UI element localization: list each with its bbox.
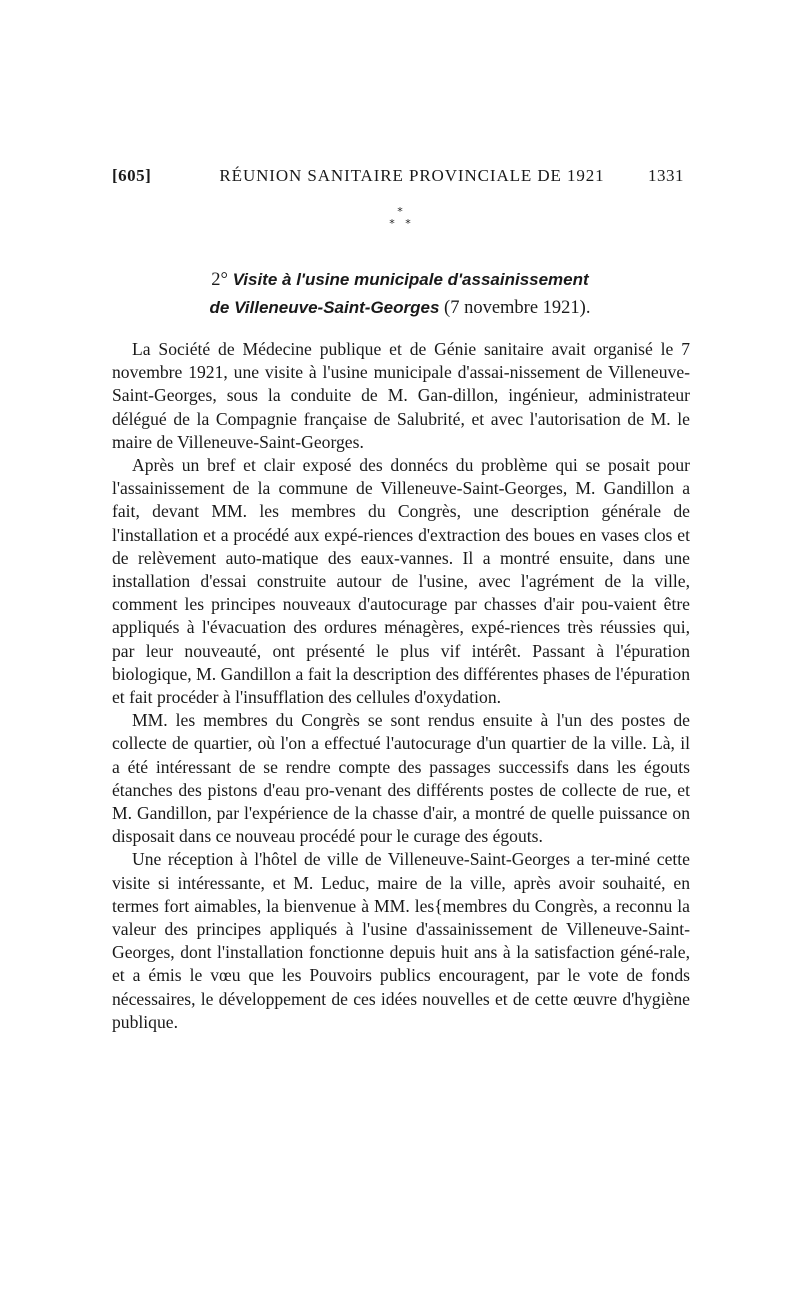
running-header	[112, 166, 684, 190]
paragraph-2: Après un bref et clair exposé des donnécs du problème qui se posait pour l'assainissement de la commune de Villeneuve-Saint-Georges, M. Gandillon a fait, devant MM. les membres du Congrès, une description générale de l'installation et a procédé aux expé-riences d'extraction des boues en vases clos et de relèvement auto-matique des eaux-vannes. Il a montré ensuite, dans une installation d'essai construite autour de l'usine, avec l'agrément de la ville, comment les principes nouveaux d'autocurage par chasses d'air pou-vaient être appliqués à l'évacuation des ordures ménagères, expé-riences très réussies qui, par leur nouveauté, ont présenté le plus vif intérêt. Passant à l'épuration biologique, M. Gandillon a fait la description des différentes phases de l'épuration et fait procéder à l'insufflation des cellules d'oxydation.	[112, 455, 690, 708]
section-title-line-1	[112, 266, 688, 294]
section-title-bold-2: de Villeneuve-Saint-Georges	[209, 298, 440, 317]
section-title-line-2	[112, 294, 688, 322]
paragraph-4: Une réception à l'hôtel de ville de Villeneuve-Saint-Georges a ter-miné cette visite si intéressante, et M. Leduc, maire de la ville, après avoir souhaité, en termes fort aimables, la bienvenue à MM. les{membres du Congrès, a reconnu la valeur des principes appliqués à l'usine d'assainissement de Villeneuve-Saint-Georges, dont l'installation fonctionne depuis huit ans à la satisfaction géné-rale, et a émis le vœu que les Pouvoirs publics encouragent, par le vote de fonds nécessaires, le développement de ces idées nouvelles et de cette œuvre d'hygiène publique.	[112, 849, 690, 1032]
section-title	[112, 266, 688, 322]
section-number: 2°	[211, 270, 228, 290]
paragraph-1: La Société de Médecine publique et de Génie sanitaire avait organisé le 7 novembre 1921, une visite à l'usine municipale d'assai-nissement de Villeneuve-Saint-Georges, sous la conduite de M. Gan-dillon, ingénieur, administrateur délégué de la Compagnie française de Salubrité, et avec l'autorisation de M. le maire de Villeneuve-Saint-Georges.	[112, 339, 690, 452]
asterism-ornament	[360, 206, 440, 240]
paragraph-3: MM. les membres du Congrès se sont rendus ensuite à l'un des postes de collecte de quartier, où l'on a effectué l'autocurage d'un quartier de la ville. Là, il a été intéressant de se rendre compte des passages successifs dans les égouts étanches des pistons d'eau pro-venant des différents postes de collecte de rue, et M. Gandillon, par l'expérience de la chasse d'air, a montré de quelle puissance on disposait dans ce nouveau procédé pour le curage des égouts.	[112, 710, 690, 847]
section-date: (7 novembre 1921).	[444, 298, 591, 318]
header-title: RÉUNION SANITAIRE PROVINCIALE DE 1921	[219, 166, 605, 185]
header-page-number: 1331	[648, 166, 684, 185]
section-title-bold-1: Visite à l'usine municipale d'assainissement	[232, 270, 589, 289]
asterism-top-star: *	[397, 205, 403, 218]
header-page-ref: [605]	[112, 166, 152, 185]
asterism-bottom-stars: * *	[389, 217, 411, 230]
body-text	[112, 338, 690, 1034]
